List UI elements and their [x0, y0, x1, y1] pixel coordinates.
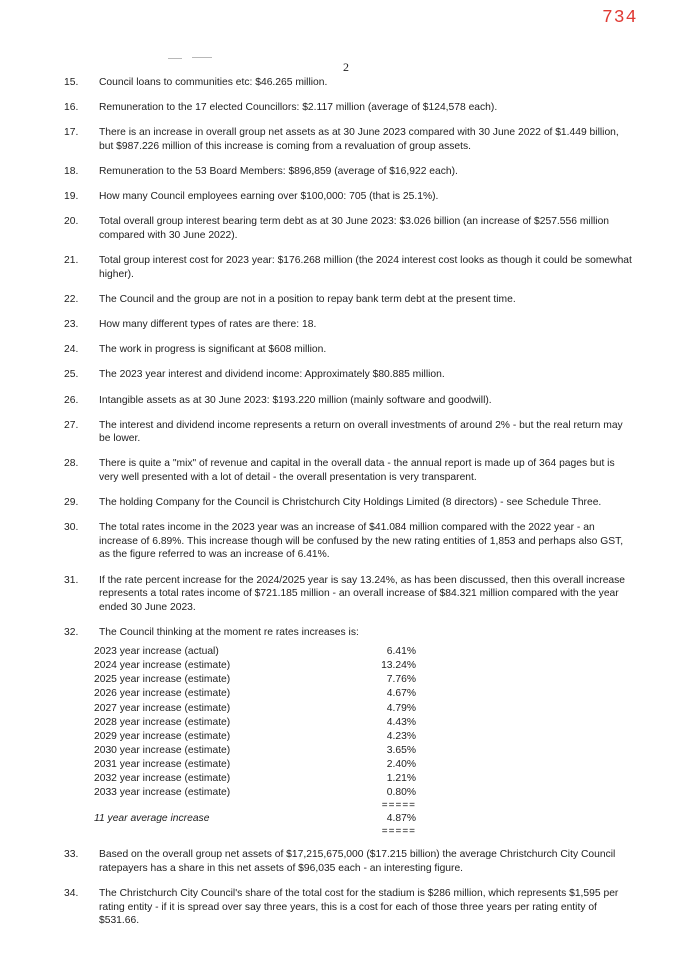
schedule-year-label: 2029 year increase (estimate)	[94, 730, 231, 742]
list-item-18	[64, 165, 634, 179]
schedule-year-label: 2025 year increase (estimate)	[94, 674, 231, 686]
item-number: 29.	[64, 497, 79, 509]
double-rule-separator	[94, 800, 416, 812]
list-item-34	[64, 887, 634, 928]
schedule-percent: 13.24%	[381, 660, 416, 672]
schedule-year-label: 2027 year increase (estimate)	[94, 702, 231, 714]
item-number: 20.	[64, 216, 79, 228]
schedule-percent: 4.43%	[386, 716, 416, 728]
list-item-25	[64, 368, 634, 382]
list-item-26	[64, 394, 634, 408]
schedule-row	[94, 758, 416, 772]
page-stamp-number: 734	[602, 8, 638, 28]
schedule-percent: 4.67%	[386, 688, 416, 700]
schedule-row	[94, 702, 416, 716]
schedule-row	[94, 687, 416, 701]
schedule-year-label: 2031 year increase (estimate)	[94, 758, 231, 770]
schedule-row	[94, 659, 416, 673]
schedule-percent: 4.23%	[386, 730, 416, 742]
item-number: 28.	[64, 458, 79, 470]
item-text: There is an increase in overall group net assets as at 30 June 2023 compared with 30 June 2022 of $1.449 billion, but $987.226 million of this increase is coming from a revaluation of group assets.	[99, 127, 619, 152]
list-item-24	[64, 343, 634, 357]
item-number: 33.	[64, 849, 79, 861]
schedule-percent: 4.79%	[386, 702, 416, 714]
schedule-percent: 7.76%	[386, 674, 416, 686]
item-text: The total rates income in the 2023 year was an increase of $41.084 million compared with the 2022 year - an increase of 6.89%. This increase though will be confused by the new rating entities of 1,853 and perhaps also GST, as the figure referred to was an increase of 6.41%.	[99, 522, 624, 561]
list-item-33	[64, 848, 634, 875]
list-item-20	[64, 215, 634, 242]
schedule-year-label: 2030 year increase (estimate)	[94, 744, 231, 756]
item-text: There is quite a "mix" of revenue and capital in the overall data - the annual report is made up of 364 pages but is very well presented with a lot of detail - the overall presentation is very transparent.	[99, 458, 615, 483]
item-text: How many different types of rates are there: 18.	[99, 319, 317, 330]
schedule-year-label: 2028 year increase (estimate)	[94, 716, 231, 728]
schedule-percent: 3.65%	[386, 744, 416, 756]
item-number: 31.	[64, 574, 79, 586]
schedule-year-label: 2024 year increase (estimate)	[94, 660, 231, 672]
item-text: Council loans to communities etc: $46.265 million.	[99, 77, 328, 88]
item-number: 24.	[64, 344, 79, 356]
item-number: 26.	[64, 394, 79, 406]
item-number: 32.	[64, 626, 79, 638]
schedule-row	[94, 744, 416, 758]
scan-mark	[192, 57, 212, 58]
separator-text: =====	[381, 826, 416, 838]
list-item-17	[64, 126, 634, 153]
item-text: Total overall group interest bearing term debt as at 30 June 2023: $3.026 billion (an increase of $257.556 million compared with 30 June 2022).	[99, 216, 610, 241]
item-number: 17.	[64, 127, 79, 139]
item-number: 22.	[64, 293, 79, 305]
item-number: 16.	[64, 102, 79, 114]
item-text: The interest and dividend income represents a return on overall investments of around 2% - but the real return may be lower.	[99, 419, 623, 445]
schedule-row	[94, 716, 416, 730]
item-number: 15.	[64, 77, 79, 88]
schedule-year-label: 2032 year increase (estimate)	[94, 773, 231, 785]
list-item-21	[64, 254, 634, 281]
list-item-32	[64, 626, 634, 640]
item-text: The Council thinking at the moment re rates increases is:	[99, 626, 359, 638]
schedule-row	[94, 730, 416, 744]
list-item-23	[64, 318, 634, 332]
average-label: 11 year average increase	[94, 813, 210, 825]
item-text: The Council and the group are not in a position to repay bank term debt at the present time.	[99, 293, 516, 305]
item-text: The Christchurch City Council's share of the total cost for the stadium is $286 million, which represents $1,595 per rating entity - if it is spread over say three years, this is a cost for each of those three years per rating entity of $531.66.	[99, 888, 619, 926]
schedule-row	[94, 772, 416, 786]
list-item-31	[64, 574, 634, 615]
page-number: 2	[343, 60, 349, 74]
item-text: The 2023 year interest and dividend income: Approximately $80.885 million.	[99, 369, 445, 381]
item-text: The holding Company for the Council is Christchurch City Holdings Limited (8 directors) - see Schedule Three.	[99, 497, 602, 509]
item-text: The work in progress is significant at $608 million.	[99, 344, 327, 356]
item-text: Total group interest cost for 2023 year: $176.268 million (the 2024 interest cost looks as though it could be somewhat higher).	[99, 255, 632, 280]
schedule-percent: 0.80%	[386, 787, 416, 799]
schedule-average-row	[94, 812, 416, 826]
item-text: Remuneration to the 17 elected Councillors: $2.117 million (average of $124,578 each).	[99, 102, 498, 114]
item-number: 18.	[64, 166, 79, 178]
list-item-30	[64, 521, 634, 562]
list-item-28	[64, 457, 634, 484]
item-number: 30.	[64, 522, 79, 534]
rates-increase-schedule	[94, 645, 416, 838]
scan-mark	[168, 58, 182, 59]
item-number: 23.	[64, 319, 79, 330]
schedule-percent: 2.40%	[386, 758, 416, 770]
schedule-row	[94, 645, 416, 659]
double-rule-separator	[94, 826, 416, 838]
item-number: 19.	[64, 191, 79, 203]
numbered-list	[64, 76, 634, 939]
list-item-15	[64, 76, 634, 90]
list-item-22	[64, 293, 634, 307]
item-text: If the rate percent increase for the 2024/2025 year is say 13.24%, as has been discussed, then this overall increase represents a total rates income of $721.185 million - an overall increase of $84.321 million compared with the year ended 30 June 2023.	[99, 574, 626, 613]
schedule-row	[94, 786, 416, 800]
schedule-percent: 6.41%	[386, 646, 416, 658]
schedule-percent: 1.21%	[386, 773, 416, 785]
average-value: 4.87%	[386, 813, 416, 825]
separator-text: =====	[381, 800, 416, 812]
schedule-year-label: 2033 year increase (estimate)	[94, 787, 231, 799]
list-item-16	[64, 101, 634, 115]
schedule-row	[94, 673, 416, 687]
item-number: 34.	[64, 888, 79, 899]
list-item-19	[64, 190, 634, 204]
item-number: 27.	[64, 419, 79, 431]
item-text: Intangible assets as at 30 June 2023: $193.220 million (mainly software and goodwill).	[99, 394, 492, 406]
list-item-27	[64, 419, 634, 446]
item-number: 25.	[64, 369, 79, 381]
list-item-29	[64, 496, 634, 510]
item-number: 21.	[64, 255, 79, 267]
item-text: How many Council employees earning over $100,000: 705 (that is 25.1%).	[99, 191, 439, 203]
item-text: Based on the overall group net assets of $17,215,675,000 ($17.215 billion) the average Christchurch City Council ratepayers has a share in this net assets of $96,035 each - an interesting figure.	[99, 849, 616, 874]
schedule-year-label: 2023 year increase (actual)	[94, 646, 219, 658]
schedule-year-label: 2026 year increase (estimate)	[94, 688, 231, 700]
item-text: Remuneration to the 53 Board Members: $896,859 (average of $16,922 each).	[99, 166, 458, 178]
